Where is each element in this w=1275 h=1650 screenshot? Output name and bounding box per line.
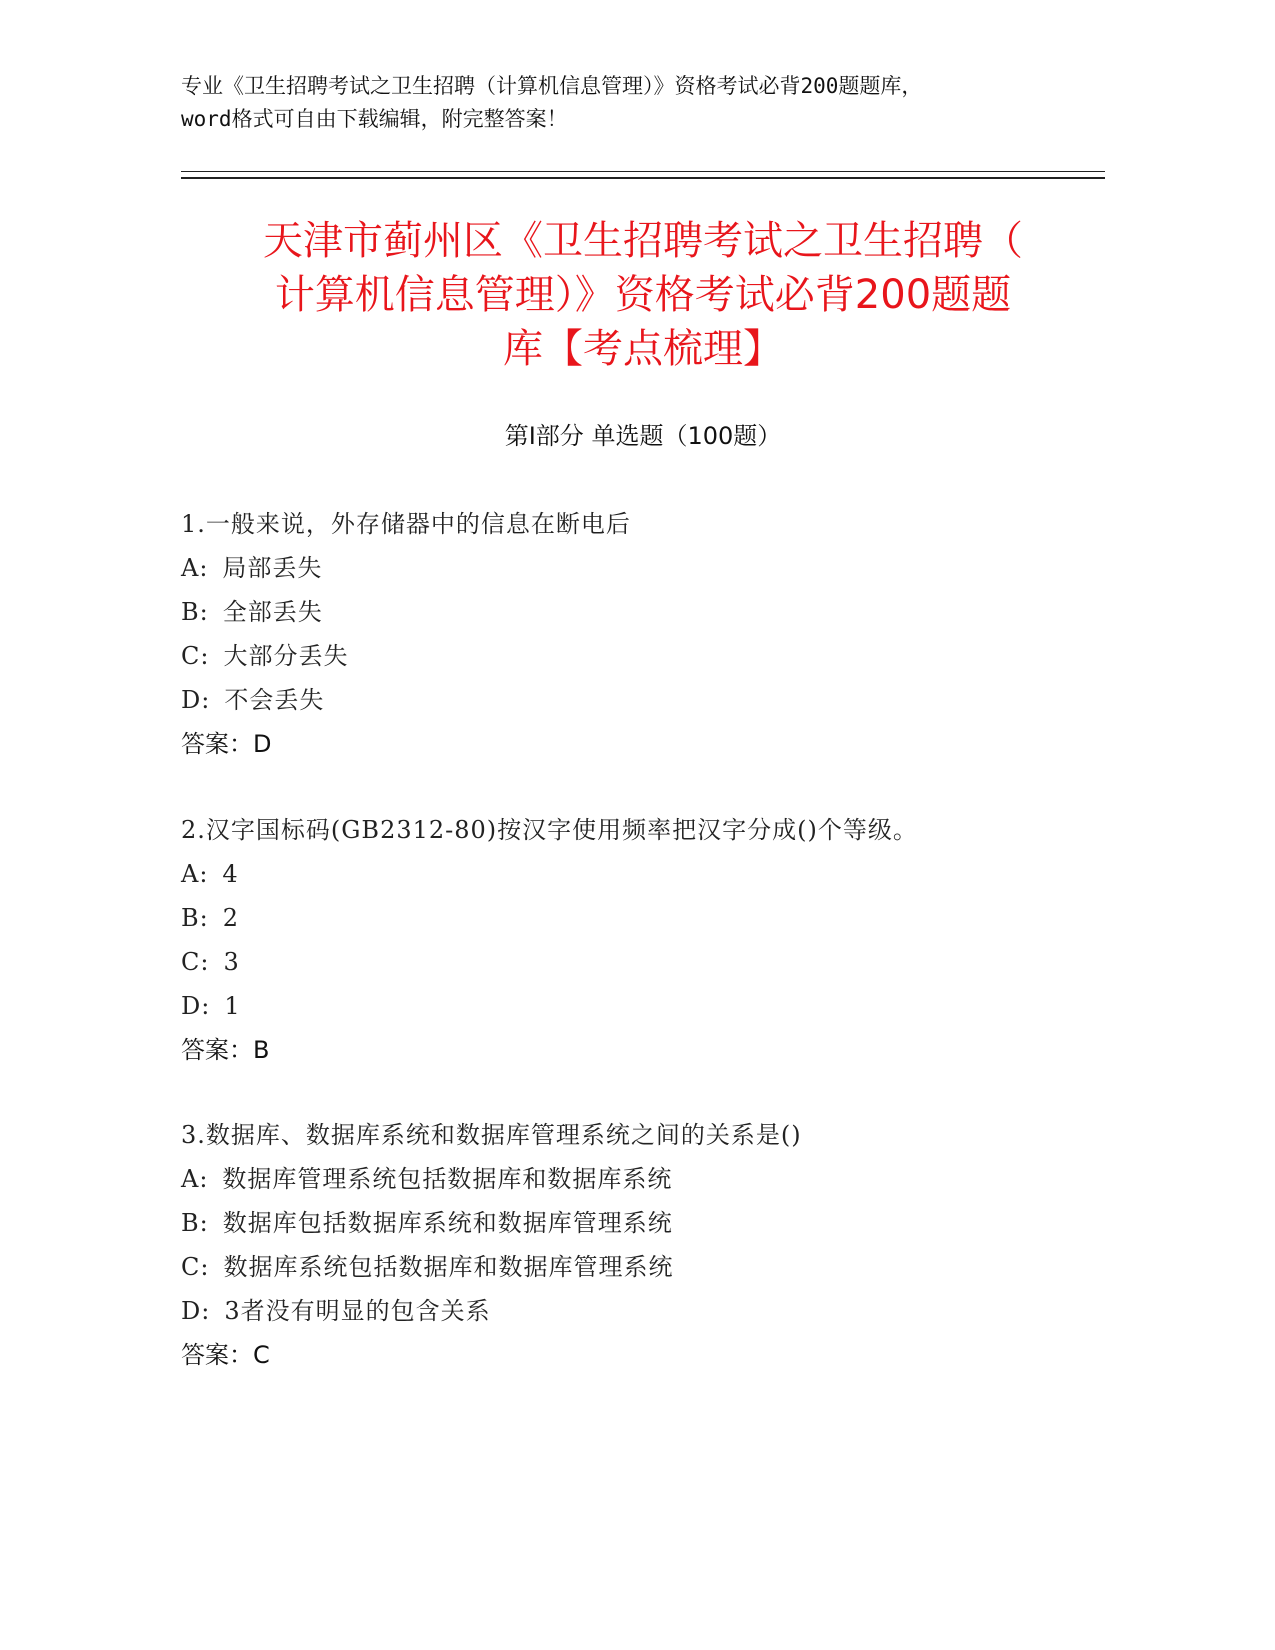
header-divider-thick: [181, 177, 1105, 179]
option-text: 大部分丢失: [223, 642, 349, 670]
option-text: 全部丢失: [222, 598, 323, 626]
option-text: 数据库系统包括数据库和数据库管理系统: [223, 1253, 674, 1281]
question-stem: 3.数据库、数据库系统和数据库管理系统之间的关系是(): [181, 1121, 802, 1149]
option-key: B:: [181, 904, 209, 932]
option-key: D:: [181, 1297, 211, 1325]
option-c: [181, 1245, 1141, 1289]
header-note-line-2: word格式可自由下载编辑，附完整答案！: [181, 107, 568, 131]
document-title-line-1: 天津市蓟州区《卫生招聘考试之卫生招聘（: [263, 218, 1023, 264]
option-d: [181, 1289, 1141, 1333]
option-a: [181, 546, 1141, 590]
option-key: D:: [181, 992, 211, 1020]
option-text: 局部丢失: [222, 554, 323, 582]
option-c: [181, 634, 1141, 678]
option-text: 数据库管理系统包括数据库和数据库系统: [222, 1165, 673, 1193]
option-text: 不会丢失: [224, 686, 325, 714]
answer-line: 答案：B: [181, 1036, 270, 1064]
option-text: 3: [223, 948, 240, 976]
question-3: [181, 1113, 1141, 1377]
option-key: C:: [181, 642, 210, 670]
option-d: [181, 678, 1141, 722]
option-key: C:: [181, 948, 210, 976]
question-2: [181, 808, 1141, 1072]
document-title-line-2: 计算机信息管理）》资格考试必背200题题: [274, 272, 1012, 318]
header-note-line-1: 专业《卫生招聘考试之卫生招聘（计算机信息管理）》资格考试必背200题题库，: [181, 74, 923, 98]
option-key: B:: [181, 598, 209, 626]
question-stem: 1.一般来说，外存储器中的信息在断电后: [181, 510, 631, 538]
option-b: [181, 896, 1141, 940]
option-key: A:: [181, 860, 209, 888]
option-key: C:: [181, 1253, 210, 1281]
question-1: [181, 502, 1141, 766]
document-title: [181, 214, 1105, 376]
header-note: [181, 70, 1061, 136]
document-title-line-3: 库【考点梳理】: [503, 326, 783, 372]
option-text: 4: [222, 860, 239, 888]
option-key: A:: [181, 1165, 209, 1193]
option-key: A:: [181, 554, 209, 582]
option-text: 1: [224, 992, 241, 1020]
option-key: B:: [181, 1209, 209, 1237]
answer-line: 答案：C: [181, 1341, 270, 1369]
option-text: 数据库包括数据库系统和数据库管理系统: [222, 1209, 673, 1237]
question-stem: 2.汉字国标码(GB2312-80)按汉字使用频率把汉字分成()个等级。: [181, 816, 918, 844]
section-heading: 第Ⅰ部分 单选题（100题）: [504, 422, 782, 450]
option-b: [181, 1201, 1141, 1245]
option-a: [181, 1157, 1141, 1201]
option-c: [181, 940, 1141, 984]
option-b: [181, 590, 1141, 634]
option-text: 3者没有明显的包含关系: [224, 1297, 491, 1325]
header-divider-thin: [181, 171, 1105, 172]
option-a: [181, 852, 1141, 896]
option-text: 2: [222, 904, 240, 932]
option-d: [181, 984, 1141, 1028]
answer-line: 答案：D: [181, 730, 272, 758]
option-key: D:: [181, 686, 211, 714]
